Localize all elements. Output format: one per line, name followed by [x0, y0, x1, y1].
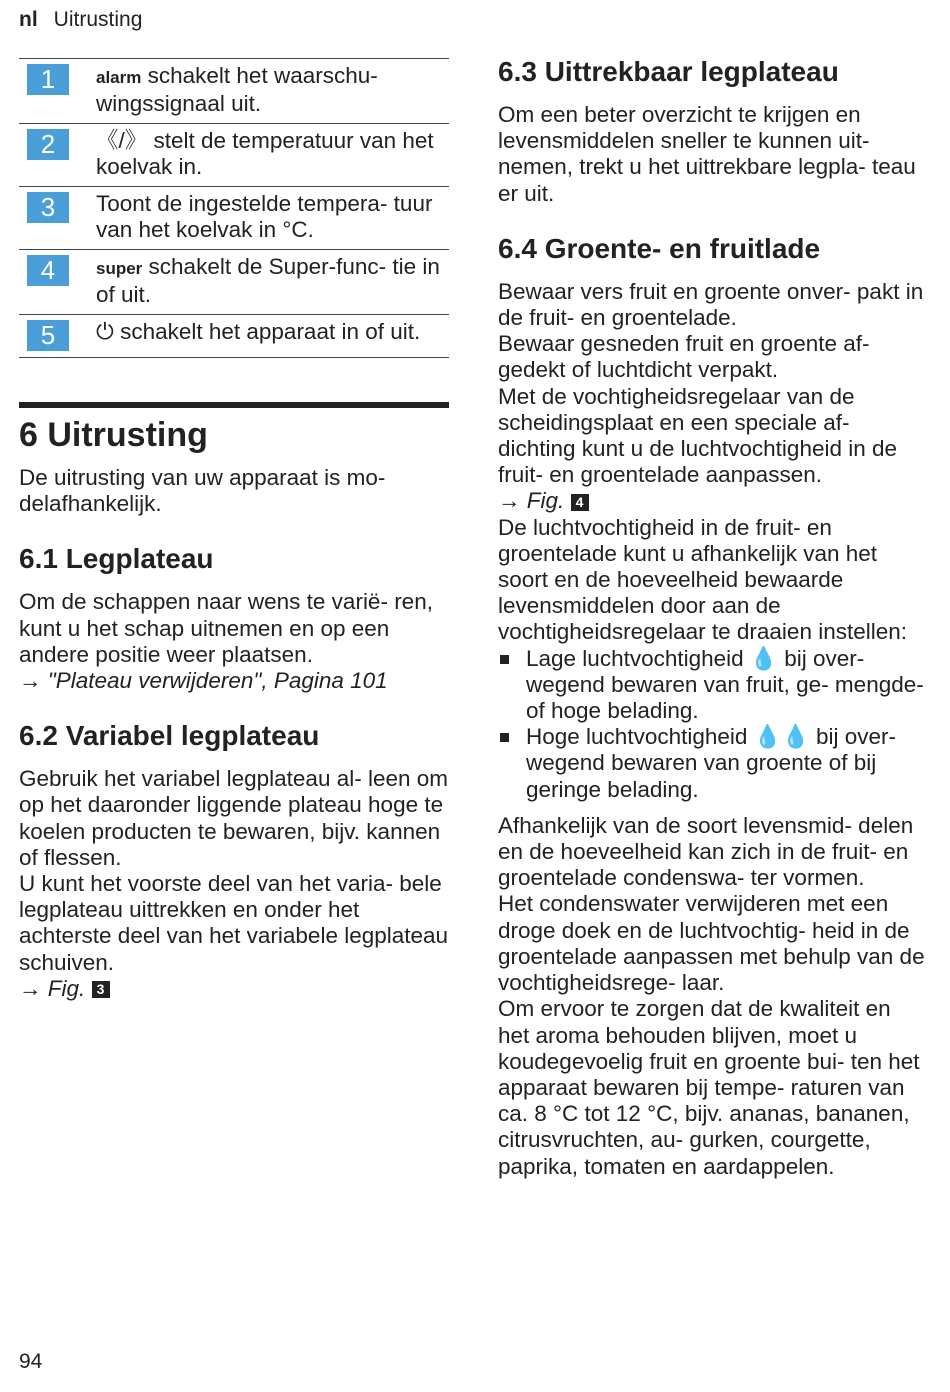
droplet-icon: 💧 [749, 645, 778, 671]
alarm-key-label: alarm [96, 68, 142, 87]
legend-number-badge: 1 [27, 64, 69, 95]
legend-row [19, 250, 449, 315]
list-item: Hoge luchtvochtigheid 💧💧 bij over- wegend bewaren van groente of bij geringe belading. [498, 724, 928, 803]
page-header [19, 8, 142, 32]
figure-reference: → Fig. 4 [498, 488, 928, 514]
section-6-4-paragraph: Met de vochtigheidsregelaar van de scheidingsplaat en een speciale af- dichting kunt u de luchtvochtigheid in de fruit- en groentelade aanpassen. [498, 383, 898, 488]
power-icon: ⏻ [96, 319, 114, 344]
figure-number-badge: 3 [92, 981, 110, 998]
page-reference-link[interactable]: → "Plateau verwijderen", Pagina 101 [19, 668, 388, 694]
super-key-label: super [96, 259, 143, 278]
chapter-divider [19, 402, 449, 408]
list-item: Lage luchtvochtigheid 💧 bij over- wegend bewaren van fruit, ge- mengde- of hoge belading. [498, 646, 928, 725]
figure-reference: → Fig. 3 [19, 976, 449, 1002]
section-6-3-text: Om een beter overzicht te krijgen en levensmiddelen sneller te kunnen uit- nemen, trekt u het uittrekbare legpla- teau er uit. [498, 102, 916, 206]
humidity-list [498, 646, 928, 803]
section-6-4-paragraph: Afhankelijk van de soort levensmid- delen en de hoeveelheid kan zich in de fruit- en groentelade condenswa- ter vormen. [498, 812, 914, 891]
section-6-1-title: 6.1 Legplateau [19, 543, 214, 575]
legend-description: super schakelt de Super-func- tie in of uit. [96, 254, 440, 307]
bullet-icon [500, 733, 509, 742]
section-6-4-paragraph: Bewaar gesneden fruit en groente af- gedekt of luchtdicht verpakt. [498, 331, 870, 383]
language-code: nl [19, 8, 38, 31]
page-number: 94 [19, 1350, 43, 1373]
legend-number-badge: 2 [27, 129, 69, 160]
section-6-2-title: 6.2 Variabel legplateau [19, 720, 320, 752]
section-6-4-paragraph: Om ervoor te zorgen dat de kwaliteit en het aroma behouden blijven, moet u koudegevoelig fruit en groente bui- ten het apparaat bewaren bij tempe- raturen van ca. 8 °C tot 12 °C, bijv. ananas, bananen, citrusvruchten, au- gurken, courgette, paprika, tomaten en aardappelen. [498, 996, 920, 1179]
legend-number-badge: 5 [27, 320, 69, 351]
header-section-title: Uitrusting [53, 8, 143, 31]
legend-description: Toont de ingestelde tempera- tuur van het koelvak in °C. [96, 191, 433, 242]
chapter-title: 6 Uitrusting [19, 416, 208, 454]
bullet-icon [500, 655, 509, 664]
section-6-2-paragraph: U kunt het voorste deel van het varia- bele legplateau uittrekken en onder het achterste deel van het variabele legplateau schuiven. [19, 871, 449, 975]
control-legend-table [19, 58, 449, 358]
legend-description: ⏻ schakelt het apparaat in of uit. [96, 319, 421, 344]
section-6-4-title: 6.4 Groente- en fruitlade [498, 232, 821, 264]
legend-row [19, 59, 449, 124]
section-6-4-paragraph: Het condenswater verwijderen met een droge doek en de luchtvochtig- heid in de groentelade aanpassen met behulp van de vochtigheidsrege- laar. [498, 891, 925, 996]
section-6-2-paragraph: Gebruik het variabel legplateau al- leen om op het daaronder liggende plateau hoge te koelen producten te bewaren, bijv. kannen of flessen. [19, 766, 449, 870]
legend-row [19, 124, 449, 187]
legend-description: alarm schakelt het waarschu- wingssignaal uit. [96, 63, 378, 116]
section-6-4-paragraph: De luchtvochtigheid in de fruit- en groentelade kunt u afhankelijk van het soort en de hoeveelheid bewaarde levensmiddelen door aan de vochtigheidsregelaar te draaien instellen: [498, 514, 908, 645]
legend-row [19, 187, 449, 250]
legend-number-badge: 4 [27, 255, 69, 286]
right-column [498, 56, 928, 1180]
figure-number-badge: 4 [571, 494, 589, 511]
section-6-3-title: 6.3 Uittrekbaar legplateau [498, 56, 839, 87]
legend-description: 《/》 stelt de temperatuur van het koelvak in. [96, 128, 434, 179]
legend-row [19, 315, 449, 358]
section-6-4-paragraph: Bewaar vers fruit en groente onver- pakt in de fruit- en groentelade. [498, 278, 924, 331]
temperature-arrows-icon: 《/》 [96, 128, 148, 153]
section-6-1-text: Om de schappen naar wens te varië- ren, kunt u het schap uitnemen en op een andere positie weer plaatsen. [19, 589, 433, 667]
legend-number-badge: 3 [27, 192, 69, 223]
double-droplet-icon: 💧💧 [753, 724, 810, 750]
chapter-intro: De uitrusting van uw apparaat is mo- delafhankelijk. [19, 465, 386, 517]
left-column [19, 58, 449, 1002]
